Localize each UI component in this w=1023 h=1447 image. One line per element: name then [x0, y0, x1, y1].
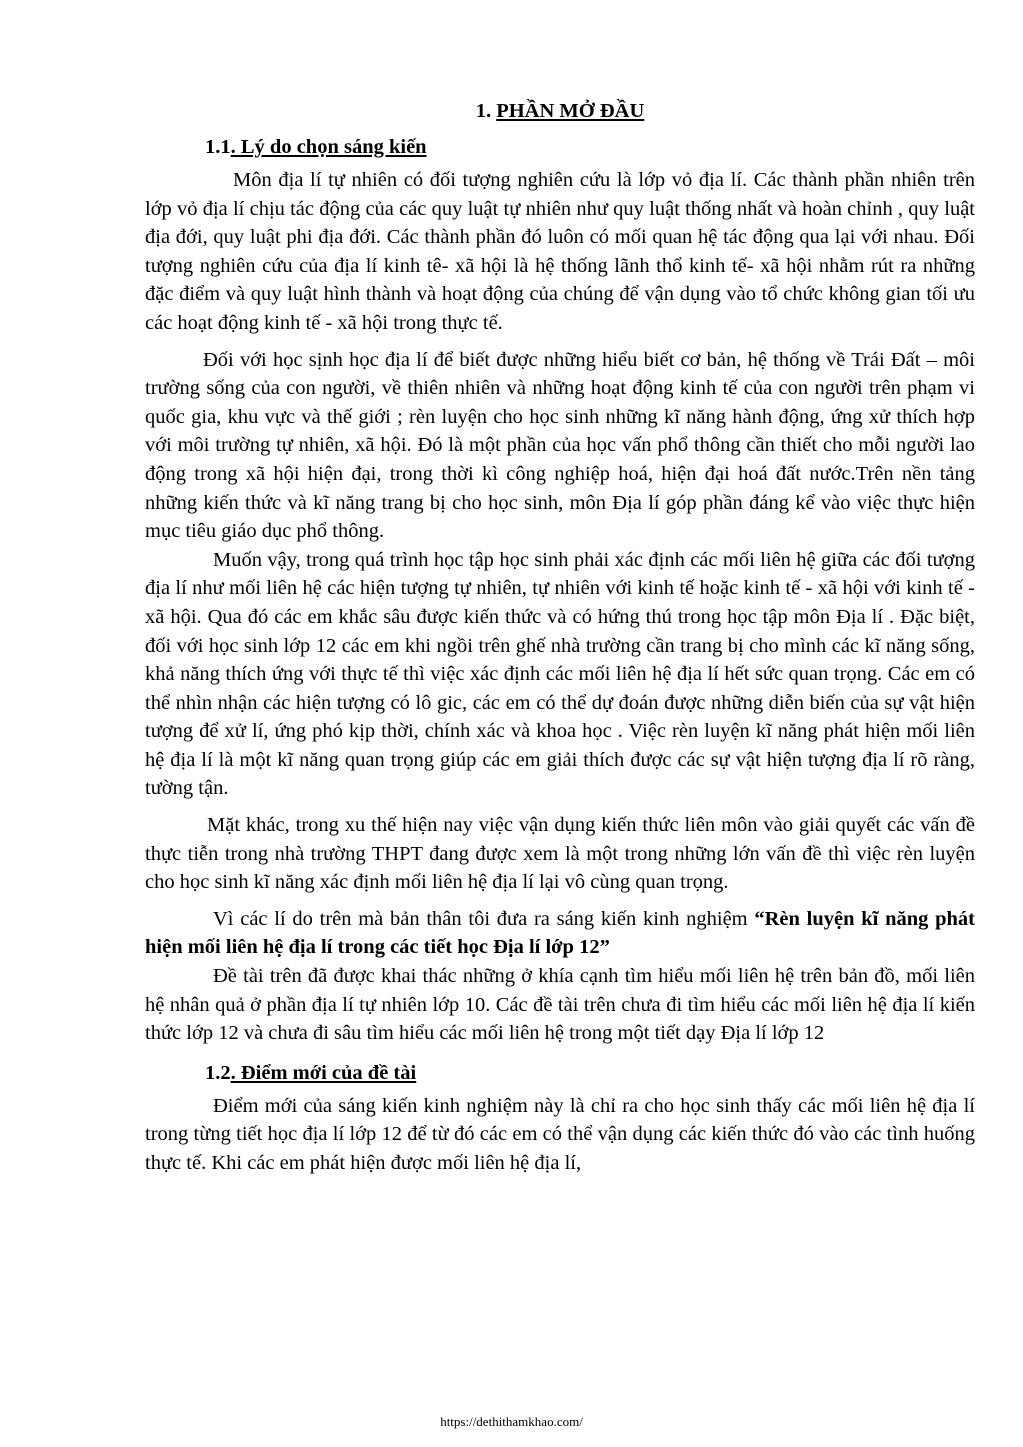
heading-main [145, 96, 975, 126]
paragraph-reason-text: Vì các lí do trên mà bản thân tôi đưa ra sáng kiến kinh nghiệm [213, 907, 755, 930]
heading-section-1-2 [145, 1058, 975, 1088]
initiative-title: “Rèn luyện kĩ năng phát hiện mối liên hệ địa lí trong các tiết học Địa lí lớp 12” [145, 907, 975, 959]
section-1-1-title: . Lý do chọn sáng kiến [230, 136, 427, 158]
heading-main-number: 1. [475, 100, 497, 122]
heading-section-1-1 [145, 132, 975, 162]
footer-url: https://dethithamkhao.com/ [440, 1414, 583, 1429]
paragraph: Điểm mới của sáng kiến kinh nghiệm này là chỉ ra cho học sinh thấy các mối liên hệ địa lí trong từng tiết học địa lí lớp 12 để từ đó các em có thể vận dụng các kiến thức đó vào các tình huống thực tế. Khi các em phát hiện được mối liên hệ địa lí, [145, 1094, 975, 1174]
paragraph: Đề tài trên đã được khai thác những ở khía cạnh tìm hiểu mối liên hệ trên bản đồ, mối liên hệ nhân quả ở phần địa lí tự nhiên lớp 10. Các đề tài trên chưa đi tìm hiểu các mối liên hệ địa lí kiến thức lớp 12 và chưa đi sâu tìm hiểu các mối liên hệ trong một tiết dạy Địa lí lớp 12 [145, 965, 975, 1045]
paragraph: Mặt khác, trong xu thế hiện nay việc vận dụng kiến thức liên môn vào giải quyết các vấn đề thực tiễn trong nhà trường THPT đang được xem là một trong những lớn vấn đề thì việc rèn luyện cho học sinh kĩ năng xác định mối liên hệ địa lí lại vô cùng quan trọng. [145, 814, 975, 894]
section-1-1-number: 1.1 [205, 136, 231, 158]
paragraph: Môn địa lí tự nhiên có đối tượng nghiên cứu là lớp vỏ địa lí. Các thành phần nhiên trên lớp vỏ địa lí chịu tác động của các quy luật tự nhiên như quy luật thống nhất và hoàn chỉnh , quy luật địa đới, quy luật phi địa đới. Các thành phần đó luôn có mối quan hệ tác động qua lại với nhau. Đối tượng nghiên cứu của địa lí kinh tê- xã hội là hệ thống lãnh thổ kinh tế- xã hội nhằm rút ra những đặc điểm và quy luật hình thành và hoạt động của chúng để vận dụng vào tổ chức không gian tối ưu các hoạt động kinh tế - xã hội trong thực tế. [145, 169, 975, 334]
document-page [145, 96, 975, 1178]
section-1-2-number: 1.2 [205, 1061, 231, 1084]
heading-main-text: PHẦN MỞ ĐẦU [496, 100, 645, 122]
paragraph-reason [145, 905, 975, 962]
section-1-2-title: . Điểm mới của đề tài [230, 1061, 417, 1084]
paragraph: Muốn vậy, trong quá trình học tập học sinh phải xác định các mối liên hệ giữa các đối tượng địa lí như mối liên hệ các hiện tượng tự nhiên, tự nhiên với kinh tế hoặc kinh tế - xã hội với kinh tế - xã hội. Qua đó các em khắc sâu được kiến thức và có hứng thú trong học tập môn Địa lí . Đặc biệt, đối với học sinh lớp 12 các em khi ngồi trên ghế nhà trường cần trang bị cho mình các kĩ năng sống, khả năng thích ứng với thực tế thì việc xác định các mối liên hệ địa lí hết sức quan trọng. Các em có thể nhìn nhận các hiện tượng có lô gic, các em có thể dự đoán được những diễn biến của sự vật hiện tượng để xử lí, ứng phó kịp thời, chính xác và khoa học . Việc rèn luyện kĩ năng phát hiện mối liên hệ địa lí là một kĩ năng quan trọng giúp các em giải thích được các sự vật hiện tượng địa lí rõ ràng, tường tận. [145, 548, 975, 800]
paragraph: Đối với học sịnh học địa lí để biết được những hiểu biết cơ bản, hệ thống về Trái Đất – môi trường sống của con người, về thiên nhiên và những hoạt động kinh tế của con người trên phạm vi quốc gia, khu vực và thế giới ; rèn luyện cho học sinh những kĩ năng hành động, ứng xử thích hợp với môi trường tự nhiên, xã hội. Đó là một phần của học vấn phổ thông cần thiết cho mỗi người lao động trong xã hội hiện đại, trong thời kì công nghiệp hoá, hiện đại hoá đất nước.Trên nền tảng những kiến thức và kĩ năng trang bị cho học sinh, môn Địa lí góp phần đáng kể vào việc thực hiện mục tiêu giáo dục phổ thông. [145, 348, 975, 543]
